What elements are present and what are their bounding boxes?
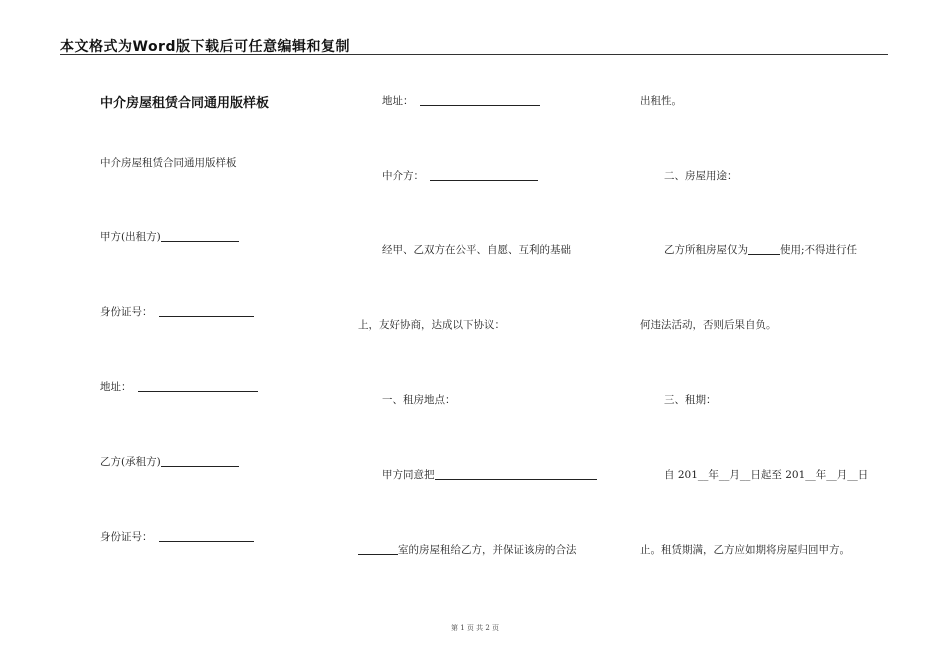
agent-line	[382, 168, 538, 183]
section3-line1: 自 201__年__月__日起至 201__年__月__日	[664, 469, 869, 481]
continuation-text: 出租性。	[640, 95, 682, 107]
id2-label: 身份证号：	[100, 531, 153, 543]
section1-line1-text: 甲方同意把	[382, 469, 435, 481]
addr-label: 地址：	[382, 95, 414, 107]
addr1-line	[100, 379, 258, 394]
party-b-blank	[161, 455, 239, 467]
preamble-line-2: 上，友好协商，达成以下协议：	[358, 319, 505, 331]
section1-line1	[382, 467, 597, 482]
page-number: 第 1 页 共 2 页	[450, 624, 500, 632]
section1-heading: 一、租房地点：	[382, 394, 456, 406]
party-b-label: 乙方(承租方)	[100, 456, 161, 468]
section2-line1-a: 乙方所租房屋仅为	[664, 244, 748, 256]
section3-line2: 止。租赁期满，乙方应如期将房屋归回甲方。	[640, 544, 850, 556]
party-a-blank	[161, 230, 239, 242]
addr-blank	[420, 94, 540, 106]
id2-line	[100, 529, 254, 544]
id2-blank	[159, 530, 254, 542]
usage-blank	[748, 243, 780, 255]
id1-line	[100, 304, 254, 319]
addr1-blank	[138, 380, 258, 392]
section2-line2: 何违法活动，否则后果自负。	[640, 319, 777, 331]
preamble-line-1: 经甲、乙双方在公平、自愿、互利的基础	[382, 244, 571, 256]
party-a-label: 甲方(出租方)	[100, 231, 161, 243]
id1-blank	[159, 305, 254, 317]
section2-line1-b: 使用;不得进行任	[780, 244, 858, 256]
party-b-line	[100, 454, 239, 469]
section1-line2	[358, 542, 577, 557]
agent-label: 中介方：	[382, 170, 424, 182]
section1-line2-text: 室的房屋租给乙方，并保证该房的合法	[398, 544, 577, 556]
party-a-line	[100, 229, 239, 244]
room-number-blank	[358, 543, 398, 555]
col1-subtitle: 中介房屋租赁合同通用版样板	[100, 157, 237, 169]
agent-blank	[430, 169, 538, 181]
document-title: 中介房屋租赁合同通用版样板	[100, 96, 270, 111]
download-banner: 本文格式为Word版下载后可任意编辑和复制	[60, 39, 350, 55]
section1-line1-blank	[435, 468, 597, 480]
section2-line1	[664, 242, 857, 257]
header-divider	[60, 54, 888, 55]
id1-label: 身份证号：	[100, 306, 153, 318]
section3-heading: 三、租期：	[664, 394, 717, 406]
addr1-label: 地址：	[100, 381, 132, 393]
addr-line	[382, 93, 540, 108]
section2-heading: 二、房屋用途：	[664, 170, 738, 182]
